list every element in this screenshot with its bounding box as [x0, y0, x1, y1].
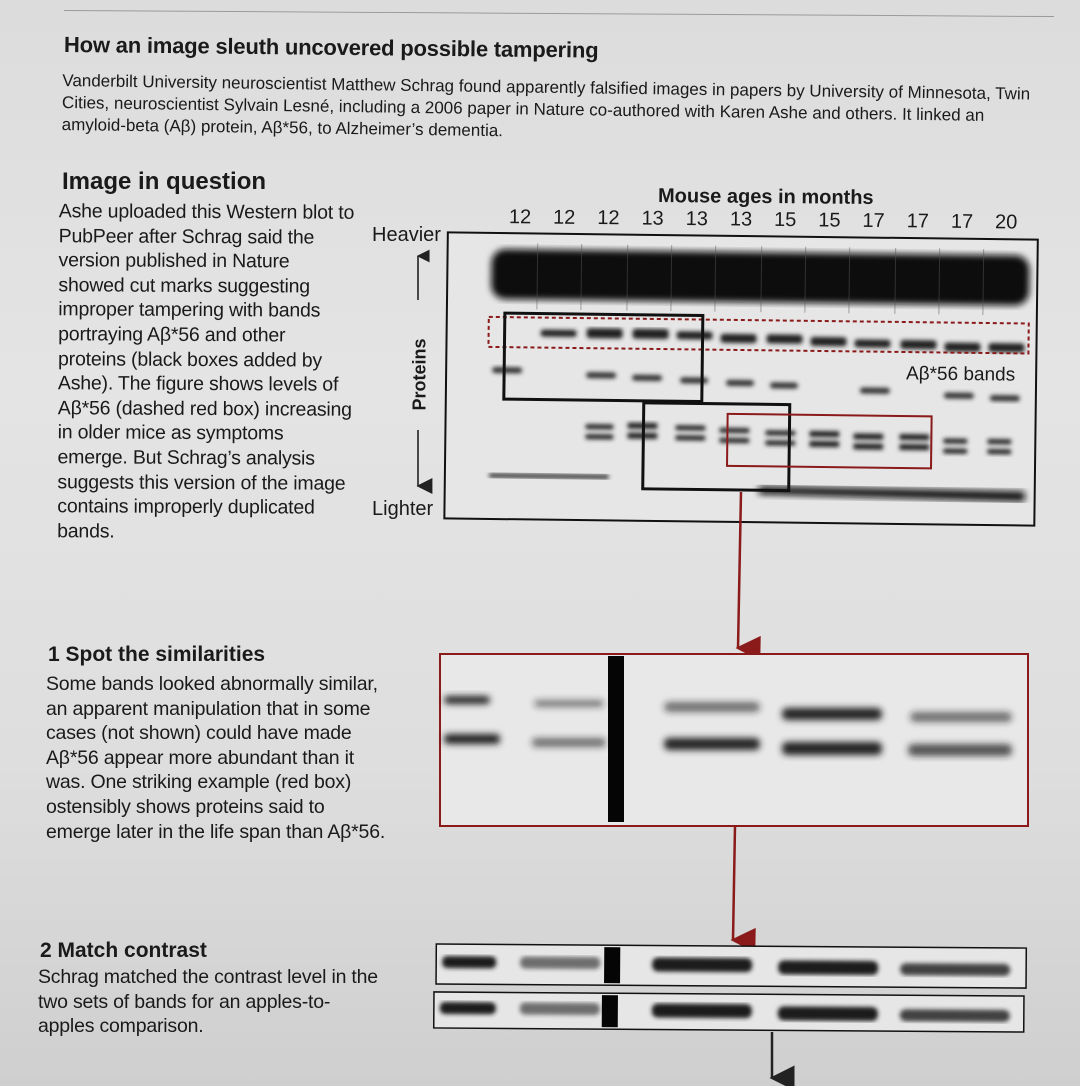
step2-panel: [434, 944, 1027, 1032]
image-in-question-body: Ashe uploaded this Western blot to PubPeer after Schrag said the version published in Nature showed cut marks suggesting improper tampering with bands portraying Aβ*56 and other proteins (black boxes added by Ashe). The figure shows levels of Aβ*56 (dashed red box) increasing in older mice as symptoms emerge. But Schrag’s analysis suggests this version of the image contains improperly duplicated bands.: [57, 200, 355, 543]
heavy-band: [491, 249, 1030, 306]
intro-paragraph: Vanderbilt University neuroscientist Matthew Schrag found apparently falsified images in papers by University of Minnesota, Twin Cities, neuroscientist Sylvain Lesné, including a 2006 paper in Nature co-authored with Karen Ashe and others. It linked an amyloid-beta (Aβ) protein, Aβ*56, to Alzheimer’s dementia.: [61, 71, 1031, 141]
image-in-question-heading: Image in question: [62, 168, 267, 195]
cut-mark-1: [608, 656, 624, 822]
step1-panel: [440, 654, 1028, 826]
age-label: 13: [685, 207, 709, 231]
headline: How an image sleuth uncovered possible tampering: [63, 32, 599, 63]
age-label: 17: [950, 210, 974, 233]
step2-title: 2 Match contrast: [40, 939, 207, 962]
age-label: 12: [552, 206, 576, 229]
age-label: 12: [508, 206, 532, 229]
age-label: 20: [994, 211, 1018, 234]
age-label: 13: [729, 208, 753, 231]
age-label: 13: [641, 207, 664, 230]
step1-body: Some bands looked abnormally similar, an apparent manipulation that in some cases (not shown) could have made Aβ*56 appear more abundant than it was. One striking example (red box) ostensibly shows proteins said to emerge later in the life span than Aβ*56.: [46, 673, 386, 843]
age-label: 15: [818, 209, 841, 232]
age-label: 17: [862, 209, 885, 233]
arrow-to-step2: [733, 826, 735, 940]
mouse-ages-title: Mouse ages in months: [657, 185, 874, 209]
ab56-bands-label: Aβ*56 bands: [905, 363, 1016, 386]
lighter-label: Lighter: [372, 498, 434, 520]
step2-body: Schrag matched the contrast level in the two sets of bands for an apples-to-apples comparison.: [38, 966, 378, 1038]
step1-title: 1 Spot the similarities: [48, 643, 266, 666]
age-label: 17: [906, 210, 930, 233]
age-label: 12: [597, 207, 620, 230]
heavier-label: Heavier: [372, 224, 441, 246]
proteins-axis-label: Proteins: [409, 338, 430, 411]
age-label: 15: [773, 208, 797, 232]
